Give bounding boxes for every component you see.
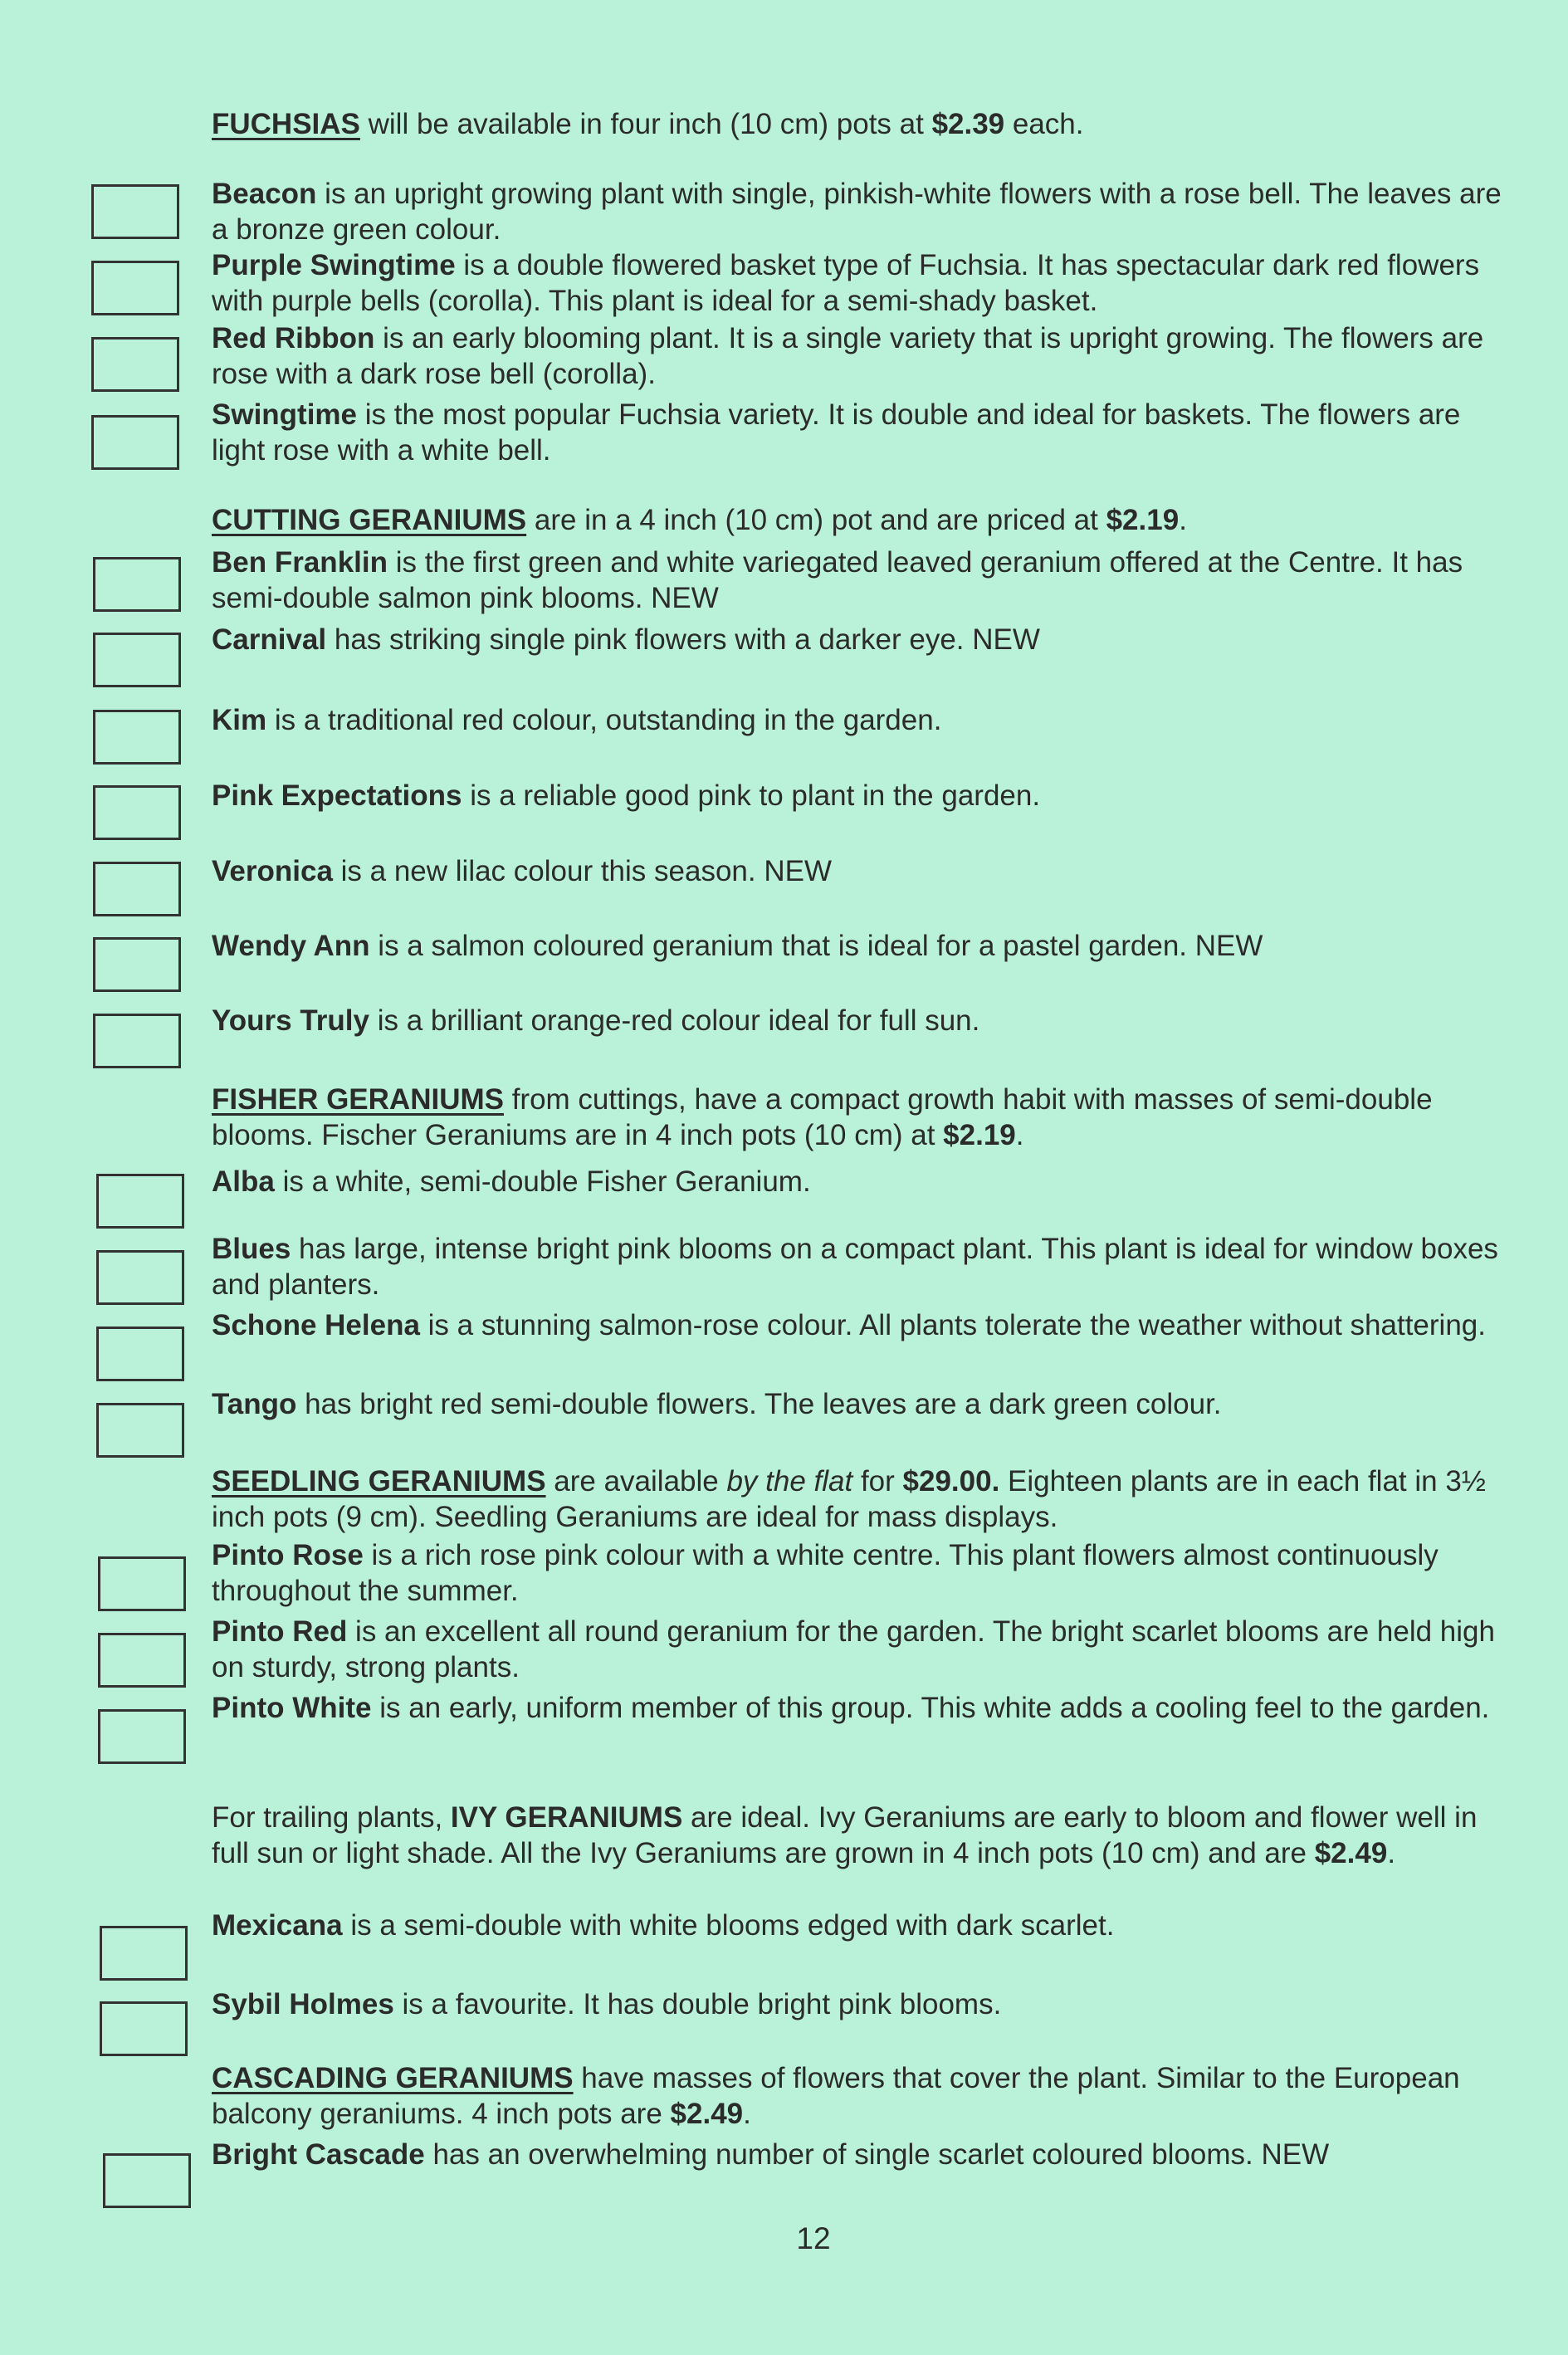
- plant-name: Sybil Holmes: [212, 1988, 394, 2020]
- plant-entry: [212, 702, 1507, 738]
- plant-description: is a traditional red colour, outstanding in the garden.: [266, 704, 942, 736]
- order-checkbox[interactable]: [98, 1556, 186, 1611]
- plant-description: is an upright growing plant with single, pinkish-white flowers with a rose bell. The leaves are a bronze green colour.: [212, 178, 1502, 246]
- order-checkbox[interactable]: [93, 785, 181, 840]
- section-intro-cascading-geraniums: CASCADING GERANIUMS have masses of flowers that cover the plant. Similar to the European balcony geraniums. 4 inch pots are $2.49.: [212, 2062, 1460, 2130]
- plant-description: is a double flowered basket type of Fuchsia. It has spectacular dark red flowers with purple bells (corolla). This plant is ideal for a semi-shady basket.: [212, 249, 1480, 317]
- plant-description: is a brilliant orange-red colour ideal for full sun.: [369, 1004, 980, 1037]
- plant-name: Mexicana: [212, 1909, 343, 1942]
- order-checkbox[interactable]: [96, 1250, 184, 1305]
- plant-description: has large, intense bright pink blooms on a compact plant. This plant is ideal for window boxes and planters.: [212, 1233, 1498, 1301]
- plant-description: is an early, uniform member of this group. This white adds a cooling feel to the garden.: [371, 1692, 1490, 1724]
- plant-entry: [212, 545, 1507, 616]
- price: $2.19: [1106, 504, 1180, 536]
- section-heading: SEEDLING GERANIUMS: [212, 1465, 546, 1498]
- section-intro-fisher-geraniums: FISHER GERANIUMS from cuttings, have a compact growth habit with masses of semi-double blooms. Fischer Geraniums are in 4 inch pots (10 cm) at $2.19.: [212, 1083, 1433, 1151]
- plant-description: is an early blooming plant. It is a single variety that is upright growing. The flowers are rose with a dark rose bell (corolla).: [212, 322, 1484, 390]
- plant-name: Blues: [212, 1233, 291, 1265]
- plant-name: Yours Truly: [212, 1004, 369, 1037]
- order-checkbox[interactable]: [103, 2153, 191, 2208]
- plant-description: is a new lilac colour this season. NEW: [332, 855, 832, 887]
- plant-description: is a reliable good pink to plant in the garden.: [462, 779, 1041, 812]
- order-checkbox[interactable]: [96, 1403, 184, 1458]
- plant-entry: [212, 2137, 1507, 2172]
- price: $2.39: [931, 108, 1005, 140]
- plant-description: is an excellent all round geranium for the garden. The bright scarlet blooms are held high on sturdy, strong plants.: [212, 1615, 1495, 1683]
- plant-entry: [212, 1003, 1507, 1038]
- plant-entry: [212, 1690, 1507, 1726]
- order-checkbox[interactable]: [91, 261, 179, 315]
- plant-name: Schone Helena: [212, 1309, 420, 1341]
- plant-name: Swingtime: [212, 398, 358, 431]
- plant-entry: [212, 176, 1507, 247]
- plant-entry: [212, 1164, 1507, 1199]
- plant-entry: [212, 1986, 1507, 2022]
- order-checkbox[interactable]: [93, 937, 181, 992]
- plant-description: is a stunning salmon-rose colour. All plants tolerate the weather without shattering.: [419, 1309, 1486, 1341]
- plant-description: is a favourite. It has double bright pink blooms.: [393, 1988, 1002, 2020]
- plant-entry: [212, 1614, 1507, 1685]
- plant-entry: [212, 1908, 1507, 1943]
- plant-description: has an overwhelming number of single scarlet coloured blooms. NEW: [424, 2138, 1330, 2171]
- price: $2.49: [670, 2098, 744, 2130]
- page-number: 12: [796, 2221, 831, 2255]
- plant-description: has bright red semi-double flowers. The leaves are a dark green colour.: [296, 1388, 1222, 1420]
- plant-entry: [212, 247, 1507, 319]
- price: $29.00.: [902, 1465, 1000, 1498]
- plant-description: is the first green and white variegated leaved geranium offered at the Centre. It has semi-double salmon pink blooms. NEW: [212, 546, 1463, 614]
- plant-name: Kim: [212, 704, 267, 736]
- section-heading: FISHER GERANIUMS: [212, 1083, 504, 1116]
- section-heading: FUCHSIAS: [212, 108, 360, 140]
- order-checkbox[interactable]: [93, 633, 181, 687]
- order-checkbox[interactable]: [93, 862, 181, 916]
- plant-entry: [212, 1231, 1507, 1302]
- section-intro-seedling-geraniums: SEEDLING GERANIUMS are available by the flat for $29.00. Eighteen plants are in each flat in 3½ inch pots (9 cm). Seedling Geraniums are ideal for mass displays.: [212, 1465, 1486, 1533]
- plant-name: Red Ribbon: [212, 322, 375, 354]
- order-checkbox[interactable]: [100, 1926, 188, 1981]
- plant-entry: [212, 320, 1507, 392]
- order-checkbox[interactable]: [93, 710, 181, 765]
- plant-description: is a rich rose pink colour with a white centre. This plant flowers almost continuously throughout the summer.: [212, 1539, 1439, 1607]
- plant-name: Alba: [212, 1165, 275, 1198]
- section-heading: CASCADING GERANIUMS: [212, 2062, 574, 2094]
- plant-name: Carnival: [212, 623, 327, 656]
- plant-name: Tango: [212, 1388, 297, 1420]
- plant-name: Pink Expectations: [212, 779, 462, 812]
- plant-entry: [212, 928, 1507, 964]
- order-checkbox[interactable]: [96, 1327, 184, 1381]
- plant-description: is a semi-double with white blooms edged with dark scarlet.: [342, 1909, 1115, 1942]
- plant-name: Pinto White: [212, 1692, 372, 1724]
- section-intro-cutting-geraniums: CUTTING GERANIUMS are in a 4 inch (10 cm) pot and are priced at $2.19.: [212, 504, 1187, 536]
- section-intro-ivy-geraniums: For trailing plants, IVY GERANIUMS are ideal. Ivy Geraniums are early to bloom and flower well in full sun or light shade. All the Ivy Geraniums are grown in 4 inch pots (10 cm) and are $2.49.: [212, 1801, 1478, 1869]
- order-checkbox[interactable]: [91, 184, 179, 239]
- plant-name: Purple Swingtime: [212, 249, 456, 281]
- plant-entry: [212, 1537, 1507, 1609]
- plant-description: is a white, semi-double Fisher Geranium.: [274, 1165, 811, 1198]
- order-checkbox[interactable]: [91, 415, 179, 470]
- price: $2.19: [943, 1119, 1016, 1151]
- plant-name: Bright Cascade: [212, 2138, 425, 2171]
- plant-entry: [212, 853, 1507, 889]
- plant-name: Pinto Red: [212, 1615, 348, 1648]
- plant-entry: [212, 1386, 1507, 1422]
- plant-description: is the most popular Fuchsia variety. It is double and ideal for baskets. The flowers are light rose with a white bell.: [212, 398, 1461, 467]
- section-heading: CUTTING GERANIUMS: [212, 504, 527, 536]
- plant-description: has striking single pink flowers with a darker eye. NEW: [326, 623, 1040, 656]
- order-checkbox[interactable]: [98, 1709, 186, 1764]
- plant-entry: [212, 622, 1507, 657]
- order-checkbox[interactable]: [100, 2001, 188, 2056]
- order-checkbox[interactable]: [93, 557, 181, 612]
- section-heading: IVY GERANIUMS: [450, 1801, 683, 1834]
- plant-entry: [212, 1307, 1507, 1343]
- plant-name: Ben Franklin: [212, 546, 388, 579]
- section-intro-fuchsias: FUCHSIAS will be available in four inch (10 cm) pots at $2.39 each.: [212, 108, 1084, 140]
- plant-description: is a salmon coloured geranium that is ideal for a pastel garden. NEW: [369, 930, 1263, 962]
- plant-name: Wendy Ann: [212, 930, 370, 962]
- order-checkbox[interactable]: [93, 1014, 181, 1068]
- plant-name: Veronica: [212, 855, 333, 887]
- plant-entry: [212, 778, 1507, 814]
- price: $2.49: [1314, 1837, 1388, 1869]
- order-checkbox[interactable]: [91, 337, 179, 392]
- plant-entry: [212, 397, 1507, 468]
- plant-name: Beacon: [212, 178, 317, 210]
- order-checkbox[interactable]: [98, 1633, 186, 1688]
- plant-name: Pinto Rose: [212, 1539, 364, 1571]
- order-checkbox[interactable]: [96, 1174, 184, 1229]
